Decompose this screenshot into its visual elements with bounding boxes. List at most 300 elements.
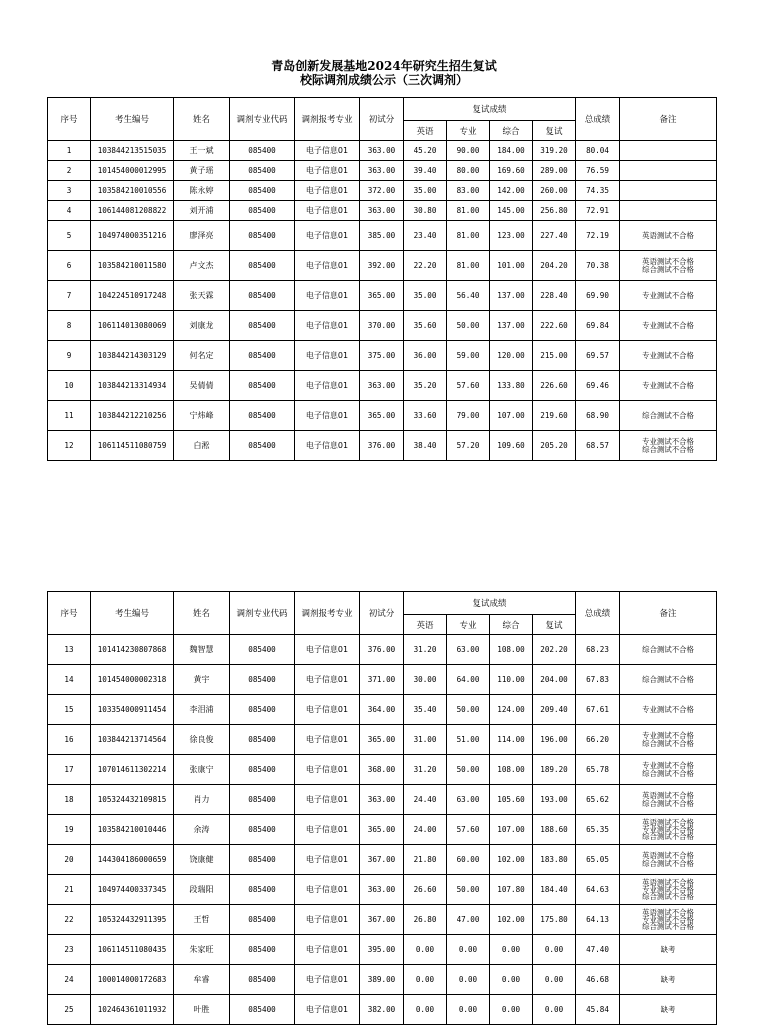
retest-score-cell: 319.20 [533, 141, 576, 161]
name-cell: 王哲 [174, 905, 230, 935]
professional-score-cell: 80.00 [447, 161, 490, 181]
seq-cell: 21 [48, 875, 91, 905]
seq-cell: 24 [48, 965, 91, 995]
header-remark: 备注 [620, 98, 717, 141]
total-score-cell: 47.40 [576, 935, 620, 965]
seq-cell: 7 [48, 281, 91, 311]
table-row [48, 141, 717, 161]
table-row [48, 635, 717, 665]
comprehensive-score-cell: 133.80 [490, 371, 533, 401]
professional-score-cell: 81.00 [447, 201, 490, 221]
exam-id-cell: 106114511080759 [91, 431, 174, 461]
retest-score-cell: 226.60 [533, 371, 576, 401]
remark-text: 综合测试不合格 [642, 832, 694, 841]
remark-text: 缺考 [660, 944, 676, 954]
comprehensive-score-cell: 101.00 [490, 251, 533, 281]
remark-cell [620, 401, 717, 431]
name-cell: 徐良俊 [174, 725, 230, 755]
remark-text: 专业测试不合格 [642, 350, 694, 360]
retest-score-cell: 205.20 [533, 431, 576, 461]
professional-score-cell: 79.00 [447, 401, 490, 431]
professional-score-cell: 0.00 [447, 965, 490, 995]
table-row [48, 161, 717, 181]
header-exam-id: 考生编号 [91, 592, 174, 635]
seq-cell: 1 [48, 141, 91, 161]
retest-score-cell: 289.00 [533, 161, 576, 181]
exam-id-cell: 103584210010556 [91, 181, 174, 201]
comprehensive-score-cell: 124.00 [490, 695, 533, 725]
comprehensive-score-cell: 102.00 [490, 905, 533, 935]
seq-cell: 15 [48, 695, 91, 725]
remark-cell [620, 695, 717, 725]
name-cell: 余涛 [174, 815, 230, 845]
name-cell: 王一斌 [174, 141, 230, 161]
total-score-cell: 76.59 [576, 161, 620, 181]
comprehensive-score-cell: 184.00 [490, 141, 533, 161]
table-row [48, 181, 717, 201]
header-name: 姓名 [174, 98, 230, 141]
retest-score-cell: 0.00 [533, 995, 576, 1025]
remark-cell [620, 725, 717, 755]
remark-cell [620, 371, 717, 401]
english-score-cell: 31.20 [404, 755, 447, 785]
retest-score-cell: 222.60 [533, 311, 576, 341]
seq-cell: 10 [48, 371, 91, 401]
professional-score-cell: 50.00 [447, 875, 490, 905]
retest-score-cell: 256.80 [533, 201, 576, 221]
retest-score-cell: 184.40 [533, 875, 576, 905]
total-score-cell: 72.91 [576, 201, 620, 221]
seq-cell: 8 [48, 311, 91, 341]
remark-text: 英语测试不合格 [642, 230, 694, 240]
remark-cell [620, 201, 717, 221]
initial-score-cell: 385.00 [360, 221, 404, 251]
retest-score-cell: 189.20 [533, 755, 576, 785]
initial-score-cell: 364.00 [360, 695, 404, 725]
major-cell: 电子信息01 [295, 181, 360, 201]
table-row [48, 401, 717, 431]
remark-text: 综合测试不合格 [642, 444, 694, 454]
retest-score-cell: 228.40 [533, 281, 576, 311]
name-cell: 饶康健 [174, 845, 230, 875]
table-row [48, 875, 717, 905]
header-retest: 复试 [533, 121, 576, 141]
comprehensive-score-cell: 137.00 [490, 311, 533, 341]
exam-id-cell: 106114511080435 [91, 935, 174, 965]
name-cell: 张康宁 [174, 755, 230, 785]
professional-score-cell: 50.00 [447, 311, 490, 341]
english-score-cell: 26.80 [404, 905, 447, 935]
comprehensive-score-cell: 137.00 [490, 281, 533, 311]
seq-cell: 14 [48, 665, 91, 695]
major-cell: 电子信息01 [295, 785, 360, 815]
table-row [48, 755, 717, 785]
retest-score-cell: 215.00 [533, 341, 576, 371]
major-code-cell: 085400 [230, 635, 295, 665]
initial-score-cell: 365.00 [360, 815, 404, 845]
name-cell: 刘康龙 [174, 311, 230, 341]
initial-score-cell: 372.00 [360, 181, 404, 201]
total-score-cell: 64.63 [576, 875, 620, 905]
professional-score-cell: 63.00 [447, 635, 490, 665]
english-score-cell: 26.60 [404, 875, 447, 905]
major-cell: 电子信息01 [295, 201, 360, 221]
remark-text: 专业测试不合格 [642, 825, 694, 834]
remark-text: 英语测试不合格 [642, 256, 694, 266]
major-cell: 电子信息01 [295, 875, 360, 905]
exam-id-cell: 103584210011580 [91, 251, 174, 281]
header-major: 调剂报考专业 [295, 592, 360, 635]
seq-cell: 2 [48, 161, 91, 181]
remark-cell [620, 221, 717, 251]
total-score-cell: 70.38 [576, 251, 620, 281]
comprehensive-score-cell: 105.60 [490, 785, 533, 815]
header-retest-group: 复试成绩 [404, 98, 576, 121]
major-code-cell: 085400 [230, 995, 295, 1025]
total-score-cell: 45.84 [576, 995, 620, 1025]
exam-id-cell: 104224510917248 [91, 281, 174, 311]
professional-score-cell: 51.00 [447, 725, 490, 755]
remark-cell [620, 935, 717, 965]
major-code-cell: 085400 [230, 281, 295, 311]
remark-cell [620, 815, 717, 845]
remark-cell [620, 251, 717, 281]
table-row [48, 905, 717, 935]
total-score-cell: 69.84 [576, 311, 620, 341]
exam-id-cell: 103354000911454 [91, 695, 174, 725]
total-score-cell: 68.90 [576, 401, 620, 431]
comprehensive-score-cell: 123.00 [490, 221, 533, 251]
total-score-cell: 67.61 [576, 695, 620, 725]
english-score-cell: 30.80 [404, 201, 447, 221]
header-comprehensive: 综合 [490, 121, 533, 141]
initial-score-cell: 370.00 [360, 311, 404, 341]
total-score-cell: 65.35 [576, 815, 620, 845]
professional-score-cell: 0.00 [447, 995, 490, 1025]
table-row [48, 845, 717, 875]
english-score-cell: 39.40 [404, 161, 447, 181]
major-code-cell: 085400 [230, 431, 295, 461]
exam-id-cell: 104974000351216 [91, 221, 174, 251]
remark-text: 综合测试不合格 [642, 264, 694, 274]
seq-cell: 3 [48, 181, 91, 201]
english-score-cell: 24.40 [404, 785, 447, 815]
exam-id-cell: 103844213714564 [91, 725, 174, 755]
name-cell: 段瑞阳 [174, 875, 230, 905]
major-cell: 电子信息01 [295, 665, 360, 695]
exam-id-cell: 102464361011932 [91, 995, 174, 1025]
major-code-cell: 085400 [230, 815, 295, 845]
name-cell: 魏智慧 [174, 635, 230, 665]
total-score-cell: 66.20 [576, 725, 620, 755]
english-score-cell: 30.00 [404, 665, 447, 695]
initial-score-cell: 389.00 [360, 965, 404, 995]
header-retest: 复试 [533, 615, 576, 635]
comprehensive-score-cell: 169.60 [490, 161, 533, 181]
exam-id-cell: 103844212210256 [91, 401, 174, 431]
total-score-cell: 64.13 [576, 905, 620, 935]
professional-score-cell: 64.00 [447, 665, 490, 695]
name-cell: 叶胜 [174, 995, 230, 1025]
initial-score-cell: 368.00 [360, 755, 404, 785]
comprehensive-score-cell: 108.00 [490, 635, 533, 665]
professional-score-cell: 83.00 [447, 181, 490, 201]
header-total: 总成绩 [576, 98, 620, 141]
total-score-cell: 65.05 [576, 845, 620, 875]
professional-score-cell: 81.00 [447, 221, 490, 251]
english-score-cell: 23.40 [404, 221, 447, 251]
major-cell: 电子信息01 [295, 755, 360, 785]
total-score-cell: 72.19 [576, 221, 620, 251]
remark-cell [620, 785, 717, 815]
remark-cell [620, 755, 717, 785]
initial-score-cell: 365.00 [360, 401, 404, 431]
table-row [48, 725, 717, 755]
remark-text: 缺考 [660, 974, 676, 984]
page-title: 青岛创新发展基地2024年研究生招生复试 [271, 59, 497, 73]
major-code-cell: 085400 [230, 875, 295, 905]
table-row [48, 371, 717, 401]
remark-cell [620, 311, 717, 341]
table-row [48, 965, 717, 995]
seq-cell: 11 [48, 401, 91, 431]
professional-score-cell: 59.00 [447, 341, 490, 371]
header-seq: 序号 [48, 592, 91, 635]
retest-score-cell: 196.00 [533, 725, 576, 755]
table-row [48, 311, 717, 341]
major-code-cell: 085400 [230, 141, 295, 161]
retest-score-cell: 219.60 [533, 401, 576, 431]
table-row [48, 431, 717, 461]
professional-score-cell: 57.60 [447, 815, 490, 845]
english-score-cell: 38.40 [404, 431, 447, 461]
remark-text: 综合测试不合格 [642, 892, 694, 901]
table-row [48, 695, 717, 725]
name-cell: 宁炜峰 [174, 401, 230, 431]
remark-cell [620, 161, 717, 181]
name-cell: 陈永婷 [174, 181, 230, 201]
major-code-cell: 085400 [230, 161, 295, 181]
initial-score-cell: 365.00 [360, 725, 404, 755]
name-cell: 白淞 [174, 431, 230, 461]
name-cell: 刘开浦 [174, 201, 230, 221]
initial-score-cell: 376.00 [360, 635, 404, 665]
seq-cell: 16 [48, 725, 91, 755]
remark-cell [620, 181, 717, 201]
header-english: 英语 [404, 615, 447, 635]
exam-id-cell: 105324432911395 [91, 905, 174, 935]
total-score-cell: 69.90 [576, 281, 620, 311]
exam-id-cell: 103844213515035 [91, 141, 174, 161]
exam-id-cell: 101454000012995 [91, 161, 174, 181]
major-cell: 电子信息01 [295, 815, 360, 845]
remark-cell [620, 965, 717, 995]
exam-id-cell: 103844213314934 [91, 371, 174, 401]
initial-score-cell: 392.00 [360, 251, 404, 281]
table-row [48, 935, 717, 965]
header-initial: 初试分 [360, 592, 404, 635]
seq-cell: 25 [48, 995, 91, 1025]
major-cell: 电子信息01 [295, 935, 360, 965]
exam-id-cell: 144304186000659 [91, 845, 174, 875]
remark-text: 专业测试不合格 [642, 730, 694, 740]
major-code-cell: 085400 [230, 311, 295, 341]
seq-cell: 18 [48, 785, 91, 815]
comprehensive-score-cell: 109.60 [490, 431, 533, 461]
table-row [48, 785, 717, 815]
total-score-cell: 65.78 [576, 755, 620, 785]
name-cell: 卢文杰 [174, 251, 230, 281]
table-row [48, 995, 717, 1025]
seq-cell: 4 [48, 201, 91, 221]
remark-text: 综合测试不合格 [642, 858, 694, 868]
major-code-cell: 085400 [230, 785, 295, 815]
major-cell: 电子信息01 [295, 311, 360, 341]
english-score-cell: 36.00 [404, 341, 447, 371]
major-cell: 电子信息01 [295, 845, 360, 875]
comprehensive-score-cell: 142.00 [490, 181, 533, 201]
results-table-1 [47, 97, 717, 461]
professional-score-cell: 47.00 [447, 905, 490, 935]
professional-score-cell: 81.00 [447, 251, 490, 281]
major-cell: 电子信息01 [295, 635, 360, 665]
total-score-cell: 69.57 [576, 341, 620, 371]
exam-id-cell: 105324432109815 [91, 785, 174, 815]
exam-id-cell: 103584210010446 [91, 815, 174, 845]
english-score-cell: 35.20 [404, 371, 447, 401]
initial-score-cell: 376.00 [360, 431, 404, 461]
major-cell: 电子信息01 [295, 251, 360, 281]
english-score-cell: 33.60 [404, 401, 447, 431]
remark-text: 专业测试不合格 [642, 704, 694, 714]
comprehensive-score-cell: 0.00 [490, 935, 533, 965]
seq-cell: 9 [48, 341, 91, 371]
exam-id-cell: 106114013080069 [91, 311, 174, 341]
comprehensive-score-cell: 114.00 [490, 725, 533, 755]
major-cell: 电子信息01 [295, 141, 360, 161]
exam-id-cell: 103844214303129 [91, 341, 174, 371]
remark-cell [620, 635, 717, 665]
seq-cell: 23 [48, 935, 91, 965]
remark-text: 缺考 [660, 1004, 676, 1014]
remark-cell [620, 905, 717, 935]
retest-score-cell: 188.60 [533, 815, 576, 845]
professional-score-cell: 50.00 [447, 695, 490, 725]
remark-text: 专业测试不合格 [642, 885, 694, 894]
initial-score-cell: 375.00 [360, 341, 404, 371]
remark-text: 综合测试不合格 [642, 768, 694, 778]
remark-cell [620, 995, 717, 1025]
english-score-cell: 31.20 [404, 635, 447, 665]
table-row [48, 281, 717, 311]
exam-id-cell: 100014000172683 [91, 965, 174, 995]
major-code-cell: 085400 [230, 401, 295, 431]
header-major-code: 调剂专业代码 [230, 98, 295, 141]
comprehensive-score-cell: 120.00 [490, 341, 533, 371]
remark-cell [620, 431, 717, 461]
header-comprehensive: 综合 [490, 615, 533, 635]
retest-score-cell: 183.80 [533, 845, 576, 875]
remark-text: 综合测试不合格 [642, 738, 694, 748]
exam-id-cell: 104974400337345 [91, 875, 174, 905]
major-cell: 电子信息01 [295, 161, 360, 181]
header-professional: 专业 [447, 121, 490, 141]
major-code-cell: 085400 [230, 341, 295, 371]
table-row [48, 665, 717, 695]
header-seq: 序号 [48, 98, 91, 141]
remark-cell [620, 141, 717, 161]
remark-text: 英语测试不合格 [642, 878, 694, 887]
english-score-cell: 35.60 [404, 311, 447, 341]
comprehensive-score-cell: 102.00 [490, 845, 533, 875]
major-cell: 电子信息01 [295, 695, 360, 725]
english-score-cell: 21.80 [404, 845, 447, 875]
english-score-cell: 31.00 [404, 725, 447, 755]
retest-score-cell: 227.40 [533, 221, 576, 251]
comprehensive-score-cell: 107.00 [490, 401, 533, 431]
remark-text: 英语测试不合格 [642, 908, 694, 917]
retest-score-cell: 209.40 [533, 695, 576, 725]
header-remark: 备注 [620, 592, 717, 635]
english-score-cell: 22.20 [404, 251, 447, 281]
remark-text: 专业测试不合格 [642, 290, 694, 300]
header-professional: 专业 [447, 615, 490, 635]
header-major: 调剂报考专业 [295, 98, 360, 141]
professional-score-cell: 0.00 [447, 935, 490, 965]
header-major-code: 调剂专业代码 [230, 592, 295, 635]
remark-text: 专业测试不合格 [642, 760, 694, 770]
comprehensive-score-cell: 0.00 [490, 965, 533, 995]
exam-id-cell: 106144081208822 [91, 201, 174, 221]
name-cell: 肖力 [174, 785, 230, 815]
seq-cell: 12 [48, 431, 91, 461]
exam-id-cell: 101454000002318 [91, 665, 174, 695]
name-cell: 牟睿 [174, 965, 230, 995]
name-cell: 黄宇 [174, 665, 230, 695]
initial-score-cell: 367.00 [360, 845, 404, 875]
remark-text: 专业测试不合格 [642, 380, 694, 390]
professional-score-cell: 57.60 [447, 371, 490, 401]
header-retest-group: 复试成绩 [404, 592, 576, 615]
english-score-cell: 24.00 [404, 815, 447, 845]
comprehensive-score-cell: 0.00 [490, 995, 533, 1025]
initial-score-cell: 363.00 [360, 875, 404, 905]
table-row [48, 341, 717, 371]
major-code-cell: 085400 [230, 181, 295, 201]
remark-cell [620, 341, 717, 371]
seq-cell: 13 [48, 635, 91, 665]
initial-score-cell: 363.00 [360, 201, 404, 221]
total-score-cell: 80.04 [576, 141, 620, 161]
name-cell: 黄子瑶 [174, 161, 230, 181]
english-score-cell: 0.00 [404, 995, 447, 1025]
name-cell: 吴倩倩 [174, 371, 230, 401]
major-code-cell: 085400 [230, 755, 295, 785]
major-code-cell: 085400 [230, 935, 295, 965]
total-score-cell: 65.62 [576, 785, 620, 815]
remark-cell [620, 845, 717, 875]
professional-score-cell: 50.00 [447, 755, 490, 785]
exam-id-cell: 107014611302214 [91, 755, 174, 785]
name-cell: 廖泽亮 [174, 221, 230, 251]
english-score-cell: 35.00 [404, 281, 447, 311]
header-initial: 初试分 [360, 98, 404, 141]
major-code-cell: 085400 [230, 665, 295, 695]
remark-text: 英语测试不合格 [642, 850, 694, 860]
header-total: 总成绩 [576, 592, 620, 635]
professional-score-cell: 56.40 [447, 281, 490, 311]
initial-score-cell: 363.00 [360, 161, 404, 181]
